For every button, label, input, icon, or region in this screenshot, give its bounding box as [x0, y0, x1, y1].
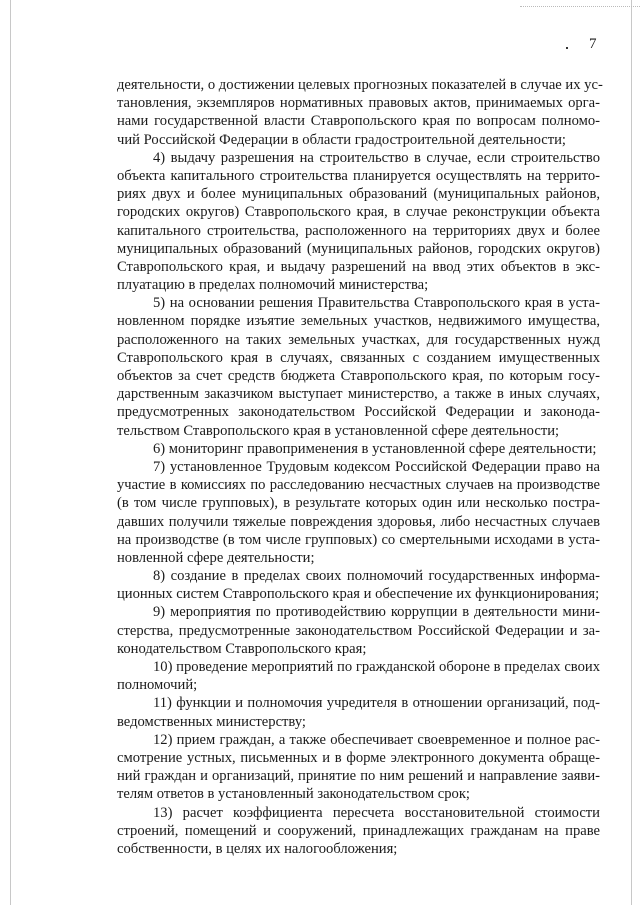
text-line: новленном порядке изъятие земельных участков, недвижимого имущества,: [117, 313, 600, 330]
text-line: (в том числе групповых), в результате которых один или несколько постра-: [117, 495, 600, 512]
text-line: 9) мероприятия по противодействию коррупции в деятельности мини-: [153, 604, 600, 621]
scan-right-edge: [631, 0, 632, 905]
text-line: объектов за счет средств бюджета Ставропольского края, по которым госу-: [117, 368, 600, 384]
text-line: расположенного на таких земельных участках, для государственных нужд: [117, 331, 600, 348]
text-line: смотрение устных, письменных и в форме электронного документа обраще-: [117, 749, 600, 766]
text-line: ний граждан и организаций, принятие по ним решений и направление заяви-: [117, 768, 600, 785]
text-line: строений, помещений и сооружений, принадлежащих гражданам на праве: [117, 822, 600, 839]
text-line: дарственным заказчиком выступает министерство, а также в иных случаях,: [117, 386, 600, 403]
text-line: стерства, предусмотренные законодательством Российской Федерации и за-: [117, 622, 600, 639]
text-line: 6) мониторинг правоприменения в установленной сфере деятельности;: [153, 440, 597, 457]
text-line: ционных систем Ставропольского края и обеспечение их функционирования;: [117, 586, 600, 603]
text-line: муниципальных образований (муниципальных районов, городских округов): [117, 240, 600, 257]
text-line: Ставропольского края в случаях, связанных с созданием имущественных: [117, 349, 600, 366]
text-line: городских округов) Ставропольского края, в случае реконструкции объекта: [117, 204, 600, 221]
text-line: конодательством Ставропольского края;: [117, 640, 367, 657]
text-line: капитального строительства, расположенного на территориях двух и более: [117, 222, 600, 239]
page-number: 7: [589, 36, 597, 52]
text-line: 10) проведение мероприятий по гражданской обороне в пределах своих: [153, 659, 600, 675]
text-line: ведомственных министерству;: [117, 713, 306, 730]
page-mark: [566, 47, 568, 49]
text-line: давших получили тяжелые повреждения здоровья, либо несчастных случаев: [117, 513, 600, 530]
text-line: чий Российской Федерации в области градостроительной деятельности;: [117, 131, 566, 148]
text-line: собственности, в целях их налогообложения;: [117, 840, 398, 857]
text-line: предусмотренных законодательством Российской Федерации и законода-: [117, 404, 600, 421]
text-line: 7) установленное Трудовым кодексом Российской Федерации право на: [153, 458, 600, 475]
text-line: 12) прием граждан, а также обеспечивает своевременное и полное рас-: [153, 731, 600, 748]
text-line: на производстве (в том числе групповых) со смертельными исходами в уста-: [117, 531, 600, 548]
document-body: [117, 76, 603, 858]
text-line: тановления, экземпляров нормативных правовых актов, принимаемых орга-: [117, 95, 600, 112]
scan-left-edge: [10, 0, 11, 905]
text-line: 5) на основании решения Правительства Ставропольского края в уста-: [153, 295, 600, 312]
text-line: объекта капитального строительства планируется осуществлять на террито-: [117, 167, 600, 184]
text-line: 4) выдачу разрешения на строительство в случае, если строительство: [153, 149, 600, 166]
text-line: тельством Ставропольского края в установленной сфере деятельности;: [117, 422, 560, 439]
text-line: 11) функции и полномочия учредителя в отношении организаций, под-: [153, 695, 600, 712]
text-line: участие в комиссиях по расследованию несчастных случаев на производстве: [117, 477, 600, 494]
text-line: плуатацию в пределах полномочий министерства;: [117, 277, 429, 294]
text-line: 8) создание в пределах своих полномочий государственных информа-: [153, 568, 600, 585]
text-line: риях двух и более муниципальных образований (муниципальных районов,: [117, 186, 600, 203]
text-line: деятельности, о достижении целевых прогнозных показателей в случае их ус-: [117, 77, 603, 93]
text-line: нами государственной власти Ставропольского края по вопросам полномо-: [117, 113, 600, 130]
text-line: полномочий;: [117, 677, 198, 694]
text-line: Ставропольского края, и выдачу разрешений на ввод этих объектов в экс-: [117, 258, 600, 275]
text-line: новленной сфере деятельности;: [117, 549, 315, 566]
scan-top-edge: [520, 6, 640, 8]
text-line: телям ответов в установленный законодательством срок;: [117, 786, 470, 803]
text-line: 13) расчет коэффициента пересчета восстановительной стоимости: [153, 804, 600, 821]
